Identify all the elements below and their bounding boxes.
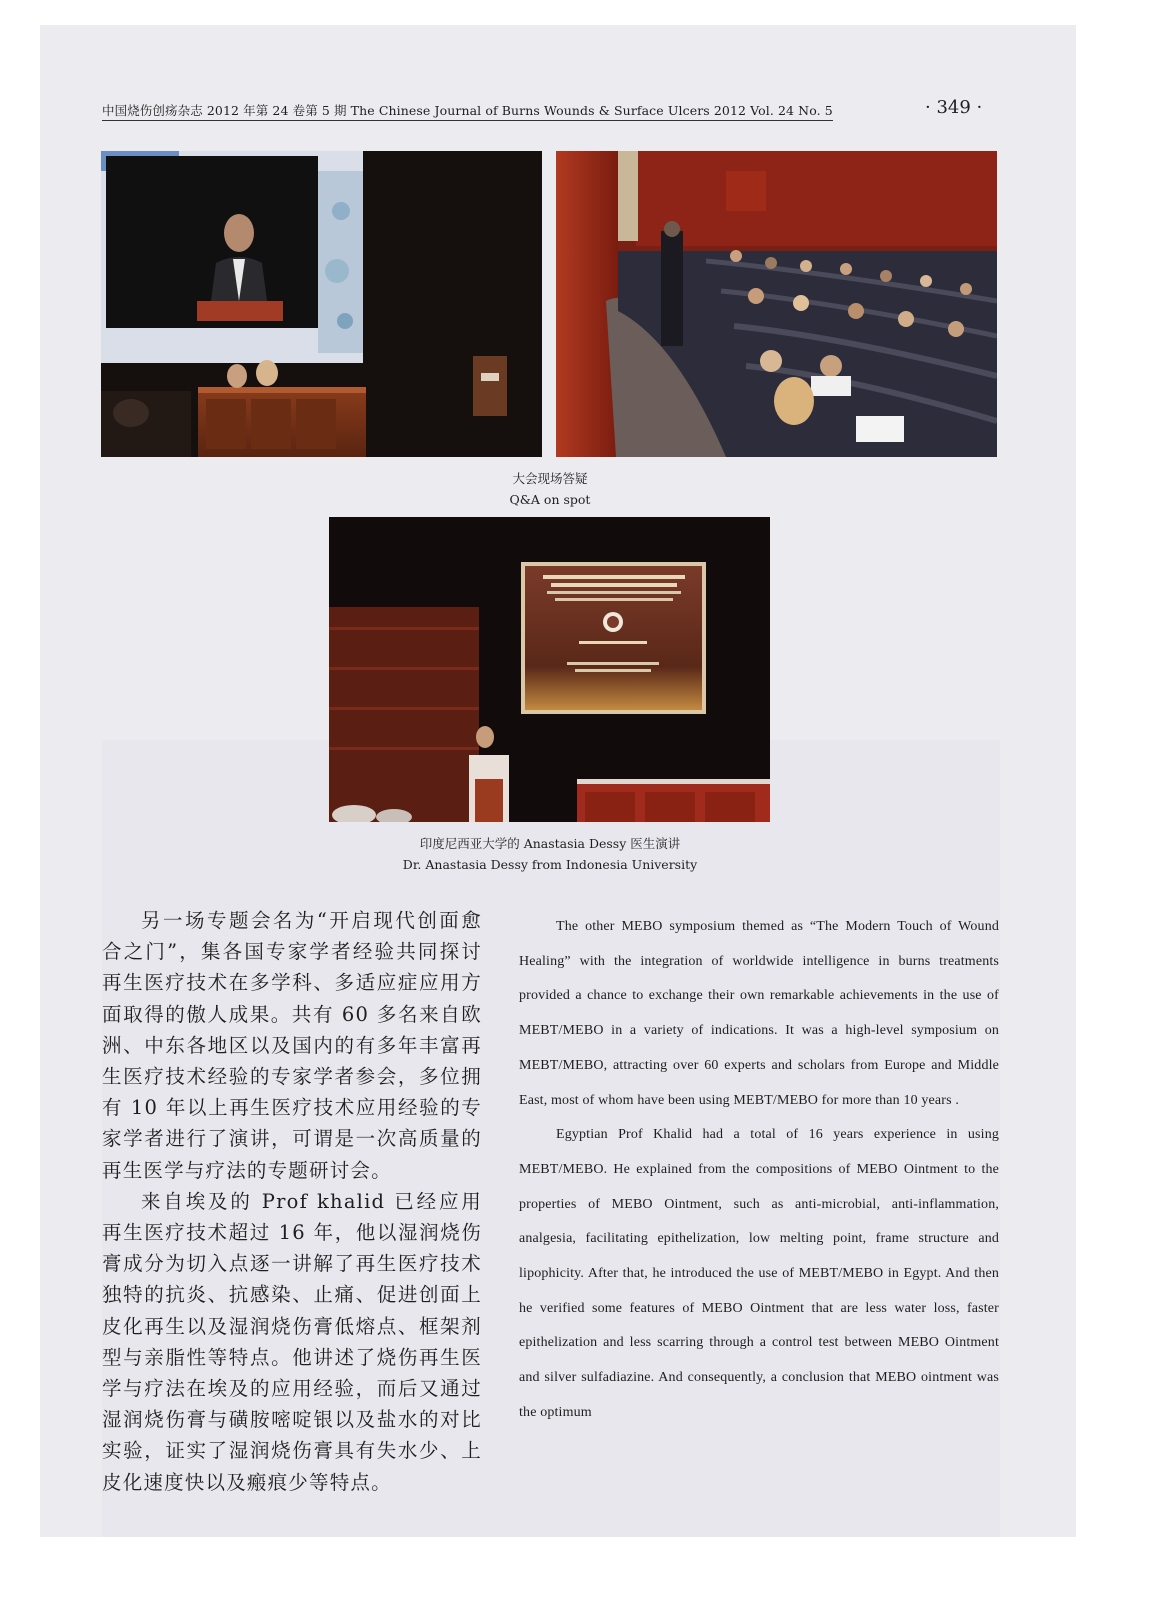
figure-caption-speaker	[260, 833, 840, 875]
running-header: 中国烧伤创疡杂志 2012 年第 24 卷第 5 期 The Chinese Journal of Burns Wounds & Surface Ulcers 2012 Vol. 24 No. 5	[102, 101, 833, 121]
page-number: · 349 ·	[925, 97, 983, 118]
audience-illustration	[556, 151, 997, 457]
caption-en: Dr. Anastasia Dessy from Indonesia University	[402, 857, 698, 872]
figure-caption-qa	[340, 468, 760, 510]
en-paragraph: The other MEBO symposium themed as “The Modern Touch of Wound Healing” with the integration of worldwide intelligence in burns treatments provided a chance to exchange their own remarkable achievements in the use of MEBT/MEBO in a variety of indications. It was a high-level symposium on MEBT/MEBO, attracting over 60 experts and scholars from Europe and Middle East, most of whom have been using MEBT/MEBO for more than 10 years .	[519, 919, 999, 1108]
chinese-text-column	[102, 905, 482, 1498]
caption-cn: 大会现场答疑	[512, 471, 588, 486]
english-text-column	[519, 910, 999, 1431]
en-paragraph: Egyptian Prof Khalid had a total of 16 years experience in using MEBT/MEBO. He explained from the compositions of MEBO Ointment to the properties of MEBO Ointment, such as anti-microbial, anti-inflammation, analgesia, facilitating epithelization, low melting point, frame structure and lipophicity. After that, he introduced the use of MEBT/MEBO in Egypt. And then he verified some features of MEBO Ointment that are less water loss, faster epithelization and less scarring through a control test between MEBO Ointment and silver sulfadiazine. And consequently, a conclusion that MEBO ointment was the optimum	[519, 1127, 999, 1420]
photo-auditorium-audience	[556, 151, 997, 457]
journal-page	[40, 25, 1076, 1537]
caption-cn: 印度尼西亚大学的 Anastasia Dessy 医生演讲	[419, 836, 681, 851]
photo-speaker-presentation	[329, 517, 770, 822]
photo-stage-screen	[101, 151, 542, 457]
cn-paragraph: 另一场专题会名为“开启现代创面愈合之门”，集各国专家学者经验共同探讨再生医疗技术在多学科、多适应症应用方面取得的傲人成果。共有 60 多名来自欧洲、中东各地区以及国内的有多年丰富再生医疗技术经验的专家学者参会，多位拥有 10 年以上再生医疗技术应用经验的专家学者进行了演讲，可谓是一次高质量的再生医学与疗法的专题研讨会。	[102, 909, 482, 1182]
speaker-illustration	[329, 517, 770, 822]
cn-paragraph: 来自埃及的 Prof khalid 已经应用再生医疗技术超过 16 年，他以湿润烧伤膏成分为切入点逐一讲解了再生医疗技术独特的抗炎、抗感染、止痛、促进创面上皮化再生以及湿润烧伤膏低熔点、框架剂型与亲脂性等特点。他讲述了烧伤再生医学与疗法在埃及的应用经验，而后又通过湿润烧伤膏与磺胺嘧啶银以及盐水的对比实验，证实了湿润烧伤膏具有失水少、上皮化速度快以及瘢痕少等特点。	[102, 1189, 482, 1494]
stage-illustration	[101, 151, 542, 457]
caption-en: Q&A on spot	[509, 492, 591, 507]
